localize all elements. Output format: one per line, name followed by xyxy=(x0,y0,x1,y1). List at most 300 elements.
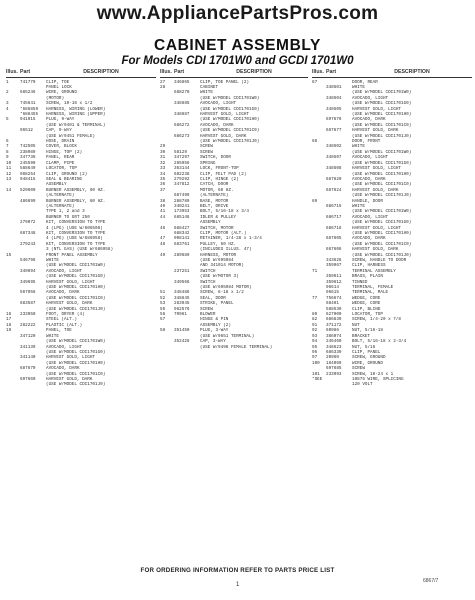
part-description: IDLER & PULLEY xyxy=(200,214,237,220)
part-description: (USE W/MODEL CDI1701J0) xyxy=(200,139,260,145)
part-description: HINGE & PIN xyxy=(200,317,229,323)
illus-no: 32 xyxy=(160,160,166,166)
part-description: CAP, 3-WAY xyxy=(200,339,226,345)
illus-no: 52 xyxy=(160,295,166,301)
illus-no: 55 xyxy=(160,306,166,312)
parts-column-2 xyxy=(160,70,308,350)
part-no: 683587 xyxy=(20,301,36,307)
part-description: SCREW, 8-18 x 1/2 xyxy=(200,290,244,296)
part-description: 120 VOLT xyxy=(352,382,373,388)
part-description: SCREW, 1/4-20 x 7/8 xyxy=(352,317,401,323)
part-description: (USE W/MODEL CDI1701H0) xyxy=(352,112,412,118)
part-no: 686718 xyxy=(326,225,342,231)
part-no: 282222 xyxy=(20,322,36,328)
part-description: (USE W/9651 TERMINAL) xyxy=(200,333,255,339)
illus-no: 71 xyxy=(312,268,318,274)
part-no: 588539 xyxy=(326,306,342,312)
part-description: AVOCADO, LIGHT xyxy=(46,268,83,274)
part-description: PLASTIC (ALT.) xyxy=(46,322,83,328)
part-description: CLIP, HINGE (2) xyxy=(200,176,239,182)
part-description: CATCH, DOOR xyxy=(200,182,229,188)
part-description: (USE W/MODEL CDI1701J0) xyxy=(352,252,412,258)
part-no: 233093 xyxy=(326,371,342,377)
part-description: (USE W/MODEL CDI1701H0) xyxy=(352,171,412,177)
part-description: (USE W/MODEL CDI1701C0) xyxy=(200,128,260,134)
part-no: 68401 xyxy=(326,301,339,307)
illus-no: 51 xyxy=(160,290,166,296)
part-description: 4 (LPG) (USE W/606508) xyxy=(46,225,103,231)
part-description: BOLT, 5/16-18 x 3/4 xyxy=(200,209,249,215)
part-description: WHITE xyxy=(352,85,365,90)
part-no: 96614 xyxy=(326,285,339,291)
part-description: WHITE xyxy=(46,258,59,263)
illus-no: 11 xyxy=(6,166,12,172)
part-description: CLIP, TOE PANEL (2) xyxy=(200,79,249,85)
illus-no: 3 xyxy=(6,101,9,107)
part-no: 688427 xyxy=(174,225,190,231)
part-no: 697685 xyxy=(326,366,342,372)
illus-no: 91 xyxy=(312,322,318,328)
illus-no: 33 xyxy=(160,166,166,172)
part-no: 359611 xyxy=(326,274,342,280)
part-description: ASSEMBLY xyxy=(46,182,67,188)
part-no: 20960 xyxy=(326,355,339,361)
illus-no: 40 xyxy=(160,203,166,209)
part-description: (INCLUDES ILLUS. 47) xyxy=(200,247,252,253)
part-no: 348623 xyxy=(326,344,342,350)
part-no: 685246 xyxy=(20,90,36,96)
part-description: SCREW, GROUND xyxy=(352,355,386,361)
part-description: AVOCADO, LIGHT xyxy=(46,344,83,350)
part-description: HARVEST GOLD, DARK xyxy=(352,128,399,134)
part-description: (USE W/MODEL CDI1701J0) xyxy=(352,193,412,199)
part-no: 685146 xyxy=(174,214,190,220)
part-no: 962576 xyxy=(174,306,190,312)
part-description: WHITE xyxy=(352,203,365,209)
part-no: 347736 xyxy=(20,155,36,161)
illus-no: 34 xyxy=(160,171,166,177)
part-no: 348685 xyxy=(174,101,190,107)
header-illus: Illus. xyxy=(160,69,172,75)
part-description: AVOCADO, DARK xyxy=(46,366,80,372)
illus-no: 47 xyxy=(160,236,166,242)
part-no: 173953 xyxy=(174,209,190,215)
part-description: DOOR, REAR xyxy=(352,79,378,85)
part-description: TERMINAL, FEMALE xyxy=(352,285,394,291)
part-description: WHITE xyxy=(200,90,213,96)
illus-no: 8 xyxy=(6,149,9,155)
part-description: (USE W/MODEL CDI1701C0) xyxy=(46,295,106,301)
part-description: NUT, 5/16-18 xyxy=(352,328,383,334)
part-description: STEEL (ALT.) xyxy=(46,317,77,323)
part-description: SEAL & BEARING xyxy=(46,176,83,182)
part-description: (USE W/MODEL CDI1701W0) xyxy=(46,339,106,345)
part-no: 348505 xyxy=(326,106,342,112)
part-description: LOCATOR, TOP xyxy=(46,166,77,172)
part-no: 546798 xyxy=(20,258,36,263)
illus-no: 16 xyxy=(6,312,12,318)
part-description: WHITE xyxy=(46,333,59,339)
part-no: 347120 xyxy=(20,333,36,339)
part-no: 348507 xyxy=(326,155,342,161)
part-description: (USE W/MODEL CDI1701G0) xyxy=(352,101,412,107)
part-description: (USE W/MODEL CDI1701G0) xyxy=(352,220,412,226)
part-description: (USE W/MODEL CDI1701W0) xyxy=(200,95,260,101)
part-no: 529600 xyxy=(20,187,36,193)
illus-no: 35 xyxy=(160,176,166,182)
illus-no: 49 xyxy=(160,252,166,258)
part-no xyxy=(326,382,352,387)
part-no: 279292 xyxy=(174,176,190,182)
part-description: AVOCADO, DARK xyxy=(352,117,386,123)
part-no: 347297 xyxy=(174,155,190,161)
part-no: 348486 xyxy=(174,290,190,296)
part-description: BELT, DRIVE xyxy=(200,203,229,209)
part-no: 686339 xyxy=(326,349,342,355)
header-part: Part xyxy=(20,69,31,75)
part-no: 341139 xyxy=(20,344,36,350)
illus-no: 15 xyxy=(6,252,12,258)
part-no: 96512 xyxy=(20,128,33,134)
ordering-footer: FOR ORDERING INFORMATION REFER TO PARTS PRICE LIST xyxy=(140,567,335,574)
part-no: 742505 xyxy=(20,144,36,150)
part-description: STRIKE, PANEL xyxy=(200,301,234,307)
part-description: WIRE, GROUND xyxy=(352,360,383,366)
illus-no: 56 xyxy=(160,312,166,318)
part-description: BASE, MOTOR xyxy=(200,198,229,204)
part-description: MOTOR, 60 HZ. xyxy=(200,187,234,193)
part-no: 687670 xyxy=(20,366,36,372)
part-no: 279243 xyxy=(20,241,36,247)
illus-no: 96 xyxy=(312,349,318,355)
part-description: AVOCADO, LIGHT xyxy=(352,155,389,161)
part-description: (USE W/MODEL CDI1701C0) xyxy=(352,182,412,188)
part-no: 348502 xyxy=(326,144,342,150)
part-description: HARVEST GOLD, DARK xyxy=(46,376,93,382)
part-description: HARNESS, WIRING (LOWER) xyxy=(46,106,106,112)
part-description: KIT, CONVERSION TO TYPE xyxy=(46,241,106,247)
illus-no: 31 xyxy=(160,155,166,161)
header-illus: Illus. xyxy=(6,69,18,75)
part-description: HARVEST GOLD, DARK xyxy=(46,301,93,307)
part-no: 697660 xyxy=(20,376,36,382)
illus-no: 101 xyxy=(312,371,320,377)
part-no: *686859 xyxy=(20,106,39,112)
part-no: *688455 xyxy=(20,112,39,118)
part-description: 3 (NTL GAS) (USE W/686958) xyxy=(46,247,114,253)
illus-no: 12 xyxy=(6,171,12,177)
illus-no xyxy=(160,345,174,350)
part-description: WHITE xyxy=(352,144,365,150)
illus-no: 69 xyxy=(312,198,318,204)
illus-no: 95 xyxy=(312,344,318,350)
part-description: AVOCADO, DARK xyxy=(352,236,386,242)
part-no: 352428 xyxy=(174,339,190,345)
part-no: 687624 xyxy=(326,187,342,193)
illus-no: 68 xyxy=(312,139,318,145)
part-no: 686839 xyxy=(326,317,342,323)
part-no: 363144 xyxy=(174,166,190,172)
part-description: AND 341014 MOTOR) xyxy=(200,263,244,269)
part-description: (USE W/695984 MOTOR) xyxy=(200,285,252,291)
part-description: RETAINER, 1/4-28 x 1-3/4 xyxy=(200,236,262,242)
part-no: 238089 xyxy=(20,149,36,155)
part-no: 96615 xyxy=(326,290,339,296)
part-description: SPRING xyxy=(200,160,216,166)
part-description: CLIP, PANEL xyxy=(352,349,381,355)
illus-no xyxy=(6,382,20,387)
part-description: (ALTERNATE) xyxy=(46,203,75,209)
part-no: 58129 xyxy=(174,149,187,155)
illus-no: 97 xyxy=(312,355,318,361)
illus-no: 4 xyxy=(6,106,9,112)
illus-no: 36 xyxy=(160,182,166,188)
illus-no: 92 xyxy=(312,328,318,334)
part-no: 184069 xyxy=(326,360,342,366)
part-no: 686717 xyxy=(326,214,342,220)
illus-no: *SEE xyxy=(312,376,323,382)
part-description: CLIP, HARNESS xyxy=(352,263,386,269)
part-no: 347812 xyxy=(174,182,190,188)
part-no: 349695 xyxy=(20,279,36,285)
part-no: 70961 xyxy=(174,312,187,318)
part-description: (USE W/MOTOR 3) xyxy=(200,274,239,280)
part-description: (USE W/MODEL CDI1701W0) xyxy=(352,209,412,215)
part-description: BOLT, 5/16-18 x 2-3/4 xyxy=(352,339,407,345)
illus-no: 7 xyxy=(6,144,9,150)
illus-no: 17 xyxy=(6,317,12,323)
part-no: 288789 xyxy=(174,198,190,204)
part-no: 588649 xyxy=(20,166,36,172)
part-description: (ALTERNATE) xyxy=(200,193,229,199)
part-no: 283945 xyxy=(174,301,190,307)
parts-column-3 xyxy=(312,70,472,388)
part-description: HARVEST GOLD, LIGHT xyxy=(46,279,95,285)
column-header xyxy=(312,70,472,78)
part-description: (USE W/695984 xyxy=(200,258,234,263)
part-description: BURNER TO GRT 250 xyxy=(46,214,90,220)
part-description: PANEL, REAR xyxy=(46,155,75,161)
part-description: HINGE, TOP (2) xyxy=(46,149,83,155)
part-description: KIT, CONVERSION TO TYPE xyxy=(46,220,106,226)
part-no: 343626 xyxy=(326,258,342,263)
part-description: FRONT PANEL ASSEMBLY xyxy=(46,252,98,258)
part-description: (USE W/9401 & TERMINAL) xyxy=(46,122,106,128)
document-code: 6867/7 xyxy=(423,578,439,584)
header-part: Part xyxy=(326,69,337,75)
part-description: BRACKET xyxy=(352,333,371,339)
part-description: SCREW xyxy=(200,144,213,150)
part-description: TYPE 1, 2 and 3 xyxy=(46,209,85,215)
part-no: 349694 xyxy=(20,268,36,274)
part-no: 348504 xyxy=(326,95,342,101)
part-description: PULLEY, 60 HZ. xyxy=(200,241,237,247)
part-description: SCREW xyxy=(200,306,213,312)
part-description: (USE W/MODEL CDI1701G0) xyxy=(352,160,412,166)
part-description: TERMINAL ASSEMBLY xyxy=(352,268,396,274)
illus-no: 77 xyxy=(312,295,318,301)
illus-no: 18 xyxy=(6,322,12,328)
part-no: 687499 xyxy=(174,193,190,199)
part-description: AVOCADO, LIGHT xyxy=(352,95,389,101)
illus-no: 80 xyxy=(312,312,318,318)
part-no: 682238 xyxy=(174,171,190,177)
part-description: CAP, 9-WAY xyxy=(46,128,72,134)
illus-no: 9 xyxy=(6,155,9,161)
part-no: 359967 xyxy=(326,263,342,269)
part-no: 245590 xyxy=(20,160,36,166)
part-no: 688342 xyxy=(174,230,190,236)
part-description: (ALTERNATE) xyxy=(46,193,75,199)
part-description: (USE W/MODEL CDI1701J0) xyxy=(352,133,412,139)
part-no: 686715 xyxy=(326,203,342,209)
part-no: 233050 xyxy=(20,312,36,318)
part-description: KIT, CONVERSION TO TYPE xyxy=(46,230,106,236)
part-description: WEDGE, CORE xyxy=(352,301,381,307)
watermark-banner: www.AppliancePartsPros.com xyxy=(96,3,379,24)
part-description: (USE W/MODEL CDI1701W0) xyxy=(46,263,106,269)
part-description: AVOCADO, DARK xyxy=(46,290,80,296)
part-description: AVOCADO, DARK xyxy=(352,176,386,182)
part-no: 348501 xyxy=(326,85,342,90)
part-no: 687606 xyxy=(326,247,342,253)
part-no: 756674 xyxy=(326,295,342,301)
part-description: SWITCH xyxy=(200,268,216,274)
illus-no: 46 xyxy=(160,225,166,231)
part-description: (USE W/MODEL CDI1701J0) xyxy=(46,382,106,388)
part-description: 4 (LPG) (USE W/686958) xyxy=(46,236,103,242)
illus-no: 28 xyxy=(160,85,166,90)
part-no: 687348 xyxy=(20,230,36,236)
part-no: 285956 xyxy=(174,160,190,166)
part-description: (USE W/MODEL CDI1701J0) xyxy=(46,306,106,312)
part-no xyxy=(174,345,200,350)
part-description: (USE W/MODEL CDI1701H0) xyxy=(46,360,106,366)
part-description: AVOCADO, LIGHT xyxy=(200,101,237,107)
part-description: HOSE, DRAIN xyxy=(46,139,75,145)
part-description: HARVEST GOLD, LIGHT xyxy=(352,225,401,231)
part-description: BURNER ASSEMBLY, 60 HZ. xyxy=(46,198,106,204)
part-no: 687605 xyxy=(326,236,342,242)
part-description: (USE W/MODEL CDI1701G0) xyxy=(200,106,260,112)
page-title: CABINET ASSEMBLY xyxy=(154,37,321,54)
part-description: PANEL, TOE xyxy=(46,328,72,334)
part-no: 371172 xyxy=(326,322,342,328)
part-description: WEDGE, CORE xyxy=(352,295,381,301)
header-description: DESCRIPTION xyxy=(394,69,430,75)
part-no: 686272 xyxy=(174,122,190,128)
part-description: CLIP, GROUND (2) xyxy=(46,171,88,177)
part-no: 948415 xyxy=(20,176,36,182)
part-no: 348687 xyxy=(174,112,190,118)
illus-no: 93 xyxy=(312,333,318,339)
part-no: 341140 xyxy=(20,355,36,361)
illus-no: 37 xyxy=(160,187,166,193)
part-no: 686273 xyxy=(174,133,190,139)
part-description: (USE W/9498 FEMALE TERMINAL) xyxy=(200,344,273,350)
part-description: SCREW, HANDLE TO DOOR xyxy=(352,258,407,263)
illus-no: 82 xyxy=(312,317,318,323)
part-description: NUT, 5/16 xyxy=(352,344,376,350)
part-row xyxy=(160,345,308,350)
part-no: 348508 xyxy=(326,166,342,172)
part-description: COVER, BLOCK xyxy=(46,144,77,150)
part-row xyxy=(6,382,156,387)
part-description: NUT xyxy=(352,322,360,328)
part-description: SCREW, 10-24 x 1 xyxy=(352,371,394,377)
illus-no: 29 xyxy=(160,144,166,150)
part-description: HANDLE, DOOR xyxy=(352,198,383,204)
part-description: HARVEST GOLD, LIGHT xyxy=(46,355,95,361)
part-no: 683761 xyxy=(174,241,190,247)
part-no: 745641 xyxy=(20,101,36,107)
illus-no: 38 xyxy=(160,198,166,204)
part-description: SCREW xyxy=(200,149,213,155)
part-description: AVOCADO, LIGHT xyxy=(352,214,389,220)
part-description: LOCATOR, TOP xyxy=(352,312,383,318)
part-description: FOOT, DRYER (4) xyxy=(46,312,85,318)
part-description: SWITCH xyxy=(200,279,216,285)
part-description: AVOCADO, DARK xyxy=(200,122,234,128)
part-no: 60986 xyxy=(326,328,339,334)
part-description: (USE W/MODEL CDI1701C0) xyxy=(46,371,106,377)
part-description: SEAL, DOOR xyxy=(200,295,226,301)
part-description: BRASS, PLAIN xyxy=(352,274,383,280)
part-no: 351450 xyxy=(174,328,190,334)
part-no: 687620 xyxy=(326,176,342,182)
part-row xyxy=(312,382,472,387)
part-description: HARVEST GOLD, LIGHT xyxy=(200,112,249,118)
illus-no: 44 xyxy=(160,214,166,220)
illus-no: 10 xyxy=(6,160,12,166)
part-description: HARVEST GOLD, DARK xyxy=(352,247,399,253)
part-description: (USE W/MODEL CDI1701C0) xyxy=(352,122,412,128)
part-no: 988254 xyxy=(20,171,36,177)
part-description: TINNED xyxy=(352,279,368,285)
part-description: 10875 WIRE, SPLICING xyxy=(352,376,404,382)
part-description: ASSEMBLY xyxy=(200,220,221,226)
illus-no: 53 xyxy=(160,301,166,307)
part-no: 486699 xyxy=(20,198,36,204)
part-description: HARNESS, WIRING (UPPER) xyxy=(46,112,106,118)
illus-no: 1 xyxy=(6,79,9,85)
illus-no: 30 xyxy=(160,149,166,155)
part-description: PLUG, 3-WAY xyxy=(200,328,229,334)
illus-no: 41 xyxy=(160,209,166,215)
illus-no: 94 xyxy=(312,339,318,345)
part-description: (USE W/MODEL CDI1701C0) xyxy=(352,241,412,247)
illus-no: 58 xyxy=(160,328,166,334)
illus-no: 48 xyxy=(160,241,166,247)
part-no: 687677 xyxy=(326,128,342,134)
part-description: ASSEMBLY (2) xyxy=(200,322,231,328)
part-description: HARVEST GOLD, DARK xyxy=(200,133,247,139)
part-description: DOOR, FRONT xyxy=(352,139,381,145)
part-description: (USE W/MODEL CDI1701H0) xyxy=(46,285,106,291)
part-no: 941915 xyxy=(20,117,36,123)
part-description: CLAMP, PIPE xyxy=(46,160,75,166)
part-description: CLIP, BLIND xyxy=(352,306,381,312)
column-header xyxy=(160,70,308,78)
part-no: 697676 xyxy=(326,117,342,123)
part-description: (USE W/MODEL CDI1701W0) xyxy=(352,90,412,96)
column-header xyxy=(6,70,156,78)
part-description: SWITCH, DOOR xyxy=(200,155,231,161)
part-description: TERMINAL, MALE xyxy=(352,290,389,296)
illus-no: 100 xyxy=(312,360,320,366)
illus-no: 67 xyxy=(312,79,318,85)
part-no: 348645 xyxy=(174,295,190,301)
